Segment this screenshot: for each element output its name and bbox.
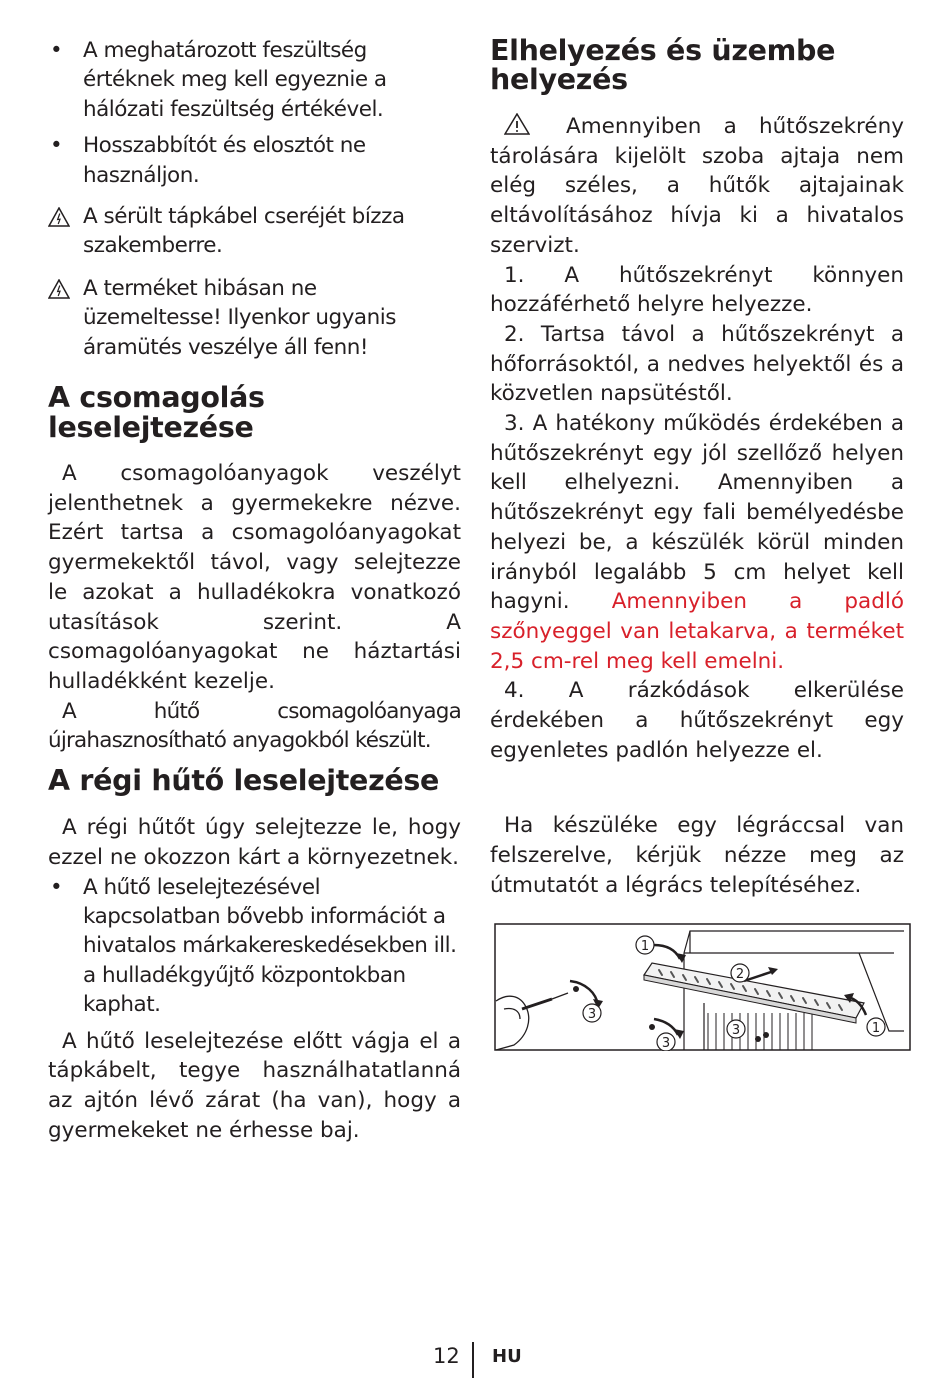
bullet-icon: •	[50, 38, 63, 63]
installation-step: 2. Tartsa távol a hűtőszekrényt a hőforrásoktól, a nedves helyektől és a közvetlen napsütéstől.	[490, 321, 904, 407]
step-text: 3. A hatékony működés érdekében a hűtőszekrényt egy jól szellőző helyen kell elhelyezni. Amennyiben a hűtőszekrényt egy fali bemélyedésbe helyezi be, a készülék körül minden irányból legalább 5 cm helyet kell hagyni.	[490, 411, 904, 615]
callout-2	[731, 964, 749, 982]
bullet-item	[48, 873, 461, 1020]
callout-1-right	[867, 1018, 885, 1036]
installation-warning	[490, 112, 904, 261]
page-footer	[0, 1342, 950, 1378]
callout-label: 1	[871, 1021, 881, 1036]
warning-item	[48, 274, 461, 362]
page-number: 12	[433, 1344, 460, 1368]
language-code: HU	[492, 1346, 522, 1367]
footer-divider	[472, 1342, 474, 1378]
packaging-paragraph: A hűtő csomagolóanyaga újrahasznosítható anyagokból készült.	[48, 698, 461, 754]
callout-1-top	[636, 936, 654, 954]
warning-icon	[48, 279, 70, 299]
packaging-heading: A csomagolás leselejtezése	[48, 381, 265, 445]
warning-text: A sérült tápkábel cseréjét bízza szakemberre.	[83, 204, 405, 259]
installation-step: 1. A hűtőszekrényt könnyen hozzáférhető helyre helyezze.	[490, 262, 904, 318]
callout-3-left	[583, 1004, 601, 1022]
old-fridge-intro: A régi hűtőt úgy selejtezze le, hogy ezzel ne okozzon kárt a környezetnek.	[48, 815, 461, 870]
warning-icon	[504, 113, 530, 135]
air-grille-installation-figure	[494, 923, 911, 1051]
callout-3-bottom	[657, 1033, 675, 1051]
bullet-text: A meghatározott feszültség értéknek meg kell egyeznie a hálózati feszültség értékével.	[83, 38, 387, 122]
installation-step-3	[490, 409, 904, 676]
callout-3-middle	[727, 1020, 745, 1038]
grille-note: Ha készüléke egy légráccsal van felszerelve, kérjük nézze meg az útmutatót a légrács telepítéséhez.	[490, 813, 904, 898]
callout-label: 2	[735, 967, 745, 982]
bullet-item	[48, 131, 461, 190]
old-fridge-heading: A régi hűtő leselejtezése	[48, 764, 440, 798]
bullet-text: Hosszabbítót és elosztót ne használjon.	[83, 133, 366, 188]
warning-text: Amennyiben a hűtőszekrény tárolására kijelölt szoba ajtaja nem elég széles, a hűtők ajtajainak eltávolításához hívja ki a hivatalos szervizt.	[490, 114, 904, 258]
warning-text: A terméket hibásan ne üzemeltesse! Ilyenkor ugyanis áramütés veszélye áll fenn!	[83, 275, 396, 360]
left-column	[48, 36, 461, 1145]
callout-label: 3	[587, 1007, 597, 1022]
right-column	[490, 36, 904, 901]
installation-step: 4. A rázkódások elkerülése érdekében a hűtőszekrényt egy egyenletes padlón helyezze el.	[490, 678, 904, 763]
bullet-item	[48, 36, 461, 124]
old-fridge-closing: A hűtő leselejtezése előtt vágja el a tápkábelt, tegye használhatatlanná az ajtón lévő zárat (ha van), hogy a gyermekeket ne érhesse baj.	[48, 1028, 461, 1143]
bullet-text: A hűtő leselejtezésével kapcsolatban bővebb információt a hivatalos márkakereskedésekben ill. a hulladékgyűjtő központokban kaphat.	[83, 874, 457, 1018]
packaging-paragraph: A csomagolóanyagok veszélyt jelenthetnek a gyermekekre nézve. Ezért tartsa a csomagolóanyagokat gyermekektől távol, vagy selejtezze le azokat a hulladékokra vonatkozó utasítások szerint. A csomagolóanyagokat ne háztartási hulladékként kezelje.	[48, 461, 461, 694]
warning-item	[48, 202, 461, 261]
callout-label: 3	[731, 1023, 741, 1038]
callout-label: 3	[661, 1036, 671, 1051]
bullet-icon: •	[50, 133, 63, 159]
warning-icon	[48, 207, 70, 227]
installation-heading: Elhelyezés és üzembe helyezés	[490, 34, 836, 96]
callout-label: 1	[640, 939, 650, 954]
bullet-icon: •	[50, 874, 63, 900]
carpet-note: Amennyiben a padló szőnyeggel van letakarva, a terméket 2,5 cm-rel meg kell emelni.	[490, 589, 904, 674]
